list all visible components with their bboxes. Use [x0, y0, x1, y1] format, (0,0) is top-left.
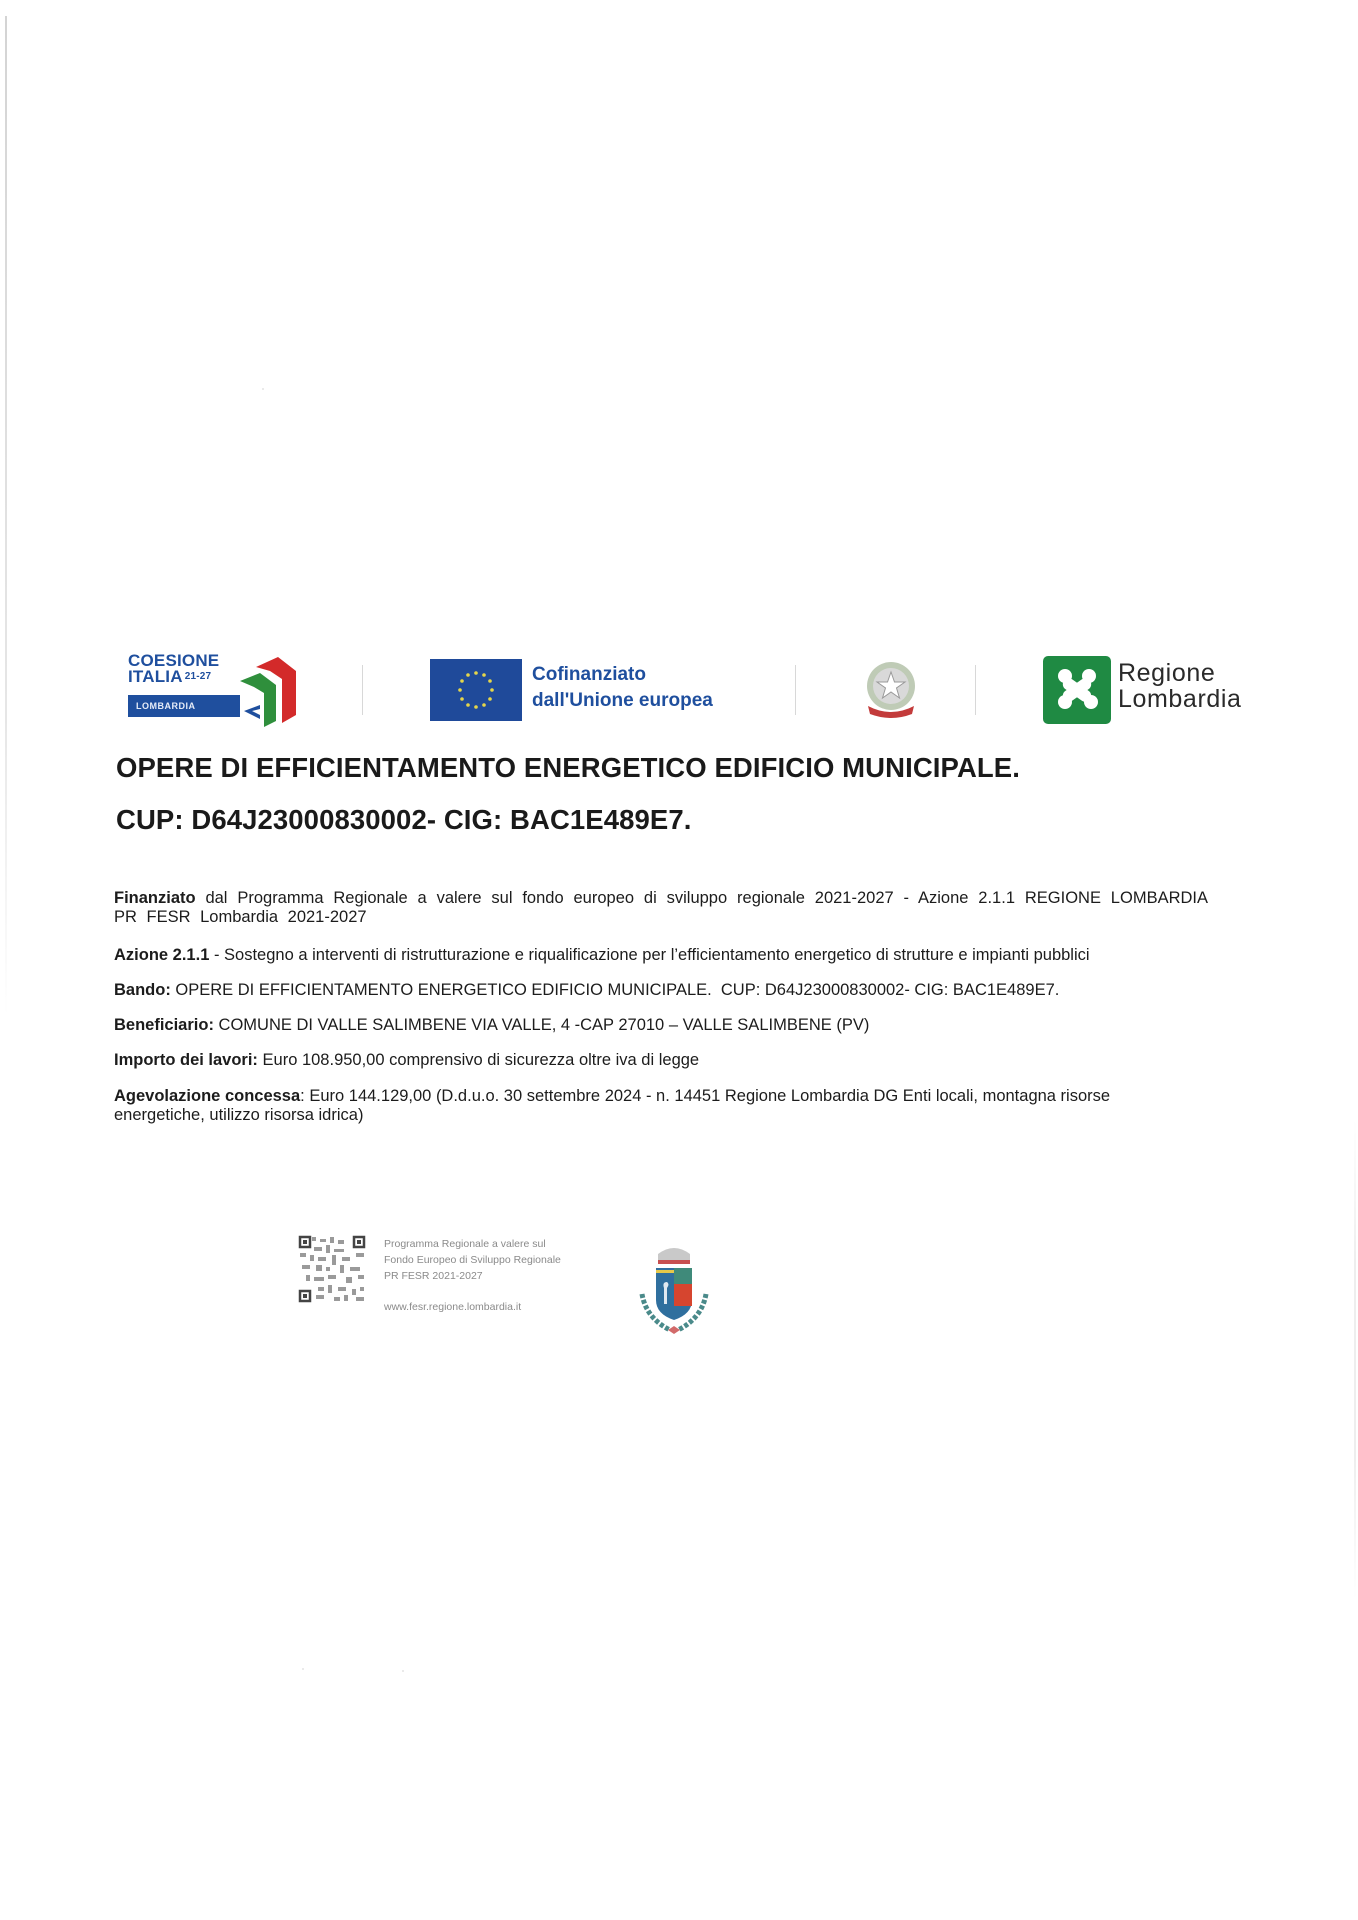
coesione-years: 21-27: [184, 671, 212, 682]
logo-separator: [975, 665, 976, 715]
detail-agevolazione: [114, 1087, 1174, 1125]
detail-label: Finanziato: [114, 889, 196, 907]
logo-separator: [795, 665, 796, 715]
eu-cofunded-text: [532, 662, 713, 714]
fesr-line: PR FESR 2021-2027: [384, 1270, 483, 1282]
coesione-chevron-icon: [230, 655, 302, 727]
italian-republic-emblem-icon: [862, 658, 920, 722]
regione-line1: Regione: [1118, 659, 1216, 687]
detail-finanziato: [114, 889, 1208, 927]
detail-label: Beneficiario:: [114, 1016, 214, 1034]
fesr-url-link[interactable]: www.fesr.regione.lombardia.it: [384, 1301, 522, 1313]
scan-speck: [302, 1668, 304, 1670]
detail-value: COMUNE DI VALLE SALIMBENE VIA VALLE, 4 -CAP 27010 – VALLE SALIMBENE (PV): [213, 1016, 870, 1034]
eu-line1: Cofinanziato: [532, 664, 646, 685]
detail-azione: [114, 946, 1214, 965]
detail-beneficiario: [114, 1016, 1214, 1035]
scan-speck: [402, 1670, 404, 1672]
coesione-line2: ITALIA: [128, 667, 183, 686]
detail-label: Importo dei lavori:: [114, 1051, 258, 1069]
regione-lombardia-text: [1118, 660, 1242, 712]
detail-value: OPERE DI EFFICIENTAMENTO ENERGETICO EDIFICIO MUNICIPALE. CUP: D64J23000830002- CIG: BAC1E489E7.: [170, 981, 1060, 999]
fesr-program-text: [384, 1236, 561, 1284]
fesr-line: Programma Regionale a valere sul: [384, 1238, 546, 1250]
scan-speck: [262, 388, 264, 390]
coesione-italia-logo: [124, 653, 304, 725]
scan-edge-left: [5, 16, 7, 1016]
detail-value: Euro 108.950,00 comprensivo di sicurezza oltre iva di legge: [257, 1051, 700, 1069]
coesione-line1: COESIONE: [128, 651, 220, 670]
detail-bando: [114, 981, 1214, 1000]
regione-line2: Lombardia: [1118, 685, 1242, 713]
rosa-camuna-icon: [1043, 656, 1111, 724]
detail-value: : Euro 144.129,00 (D.d.u.o. 30 settembre 2024 - n. 14451 Regione Lombardia DG Enti locali, montagna risorse energetiche, utilizzo risorsa idrica): [114, 1087, 1111, 1124]
municipal-coat-of-arms-icon: [634, 1238, 714, 1338]
detail-label: Agevolazione concessa: [114, 1087, 301, 1105]
detail-label: Azione 2.1.1: [114, 946, 210, 964]
logo-separator: [362, 665, 363, 715]
funding-logo-bar: [0, 640, 1358, 740]
detail-importo: [114, 1051, 1214, 1070]
detail-value: - Sostegno a interventi di ristrutturazione e riqualificazione per l’efficientamento energetico di strutture e impianti pubblici: [209, 946, 1090, 964]
coesione-band: LOMBARDIA: [128, 695, 240, 717]
detail-value: dal Programma Regionale a valere sul fondo europeo di sviluppo regionale 2021-2027 - Azione 2.1.1 REGIONE LOMBARDIA PR FESR Lombardia 2021-2027: [114, 889, 1208, 926]
detail-label: Bando:: [114, 981, 171, 999]
eu-line2: dall'Unione europea: [532, 690, 713, 711]
coesione-title: [128, 653, 219, 685]
eu-flag-icon: [430, 659, 522, 721]
scan-edge-right: [1354, 1120, 1356, 1600]
qr-code-icon[interactable]: [298, 1235, 368, 1305]
project-codes: CUP: D64J23000830002- CIG: BAC1E489E7.: [116, 804, 692, 835]
project-title: OPERE DI EFFICIENTAMENTO ENERGETICO EDIFICIO MUNICIPALE.: [116, 752, 1020, 783]
fesr-line: Fondo Europeo di Sviluppo Regionale: [384, 1254, 561, 1266]
